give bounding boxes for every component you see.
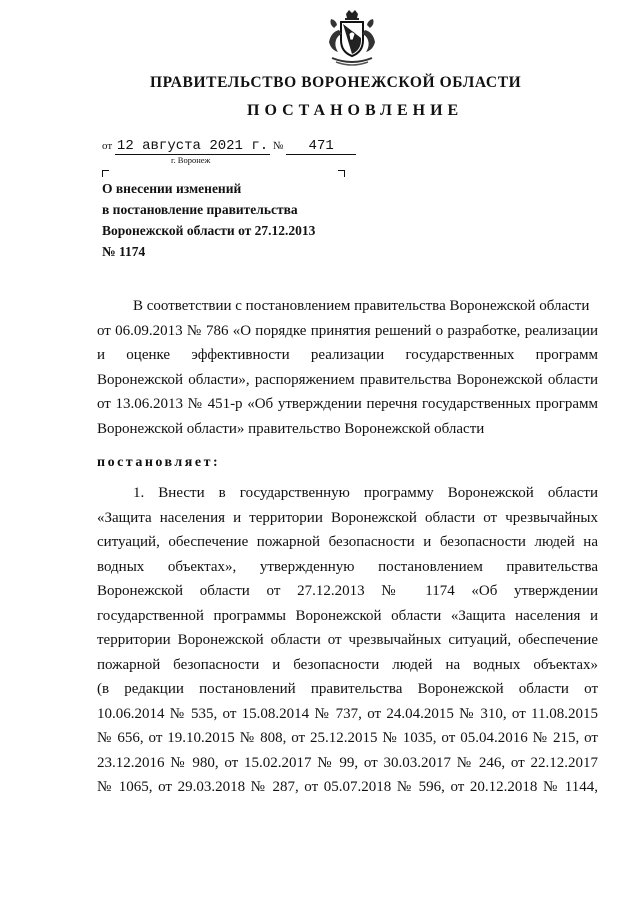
item-line: государственной программы Воронежской области «Защита населения и <box>97 607 598 624</box>
preamble-line: В соответствии с постановлением правительства Воронежской области <box>133 298 590 314</box>
number-label: № <box>272 140 284 152</box>
preamble-line: Воронежской области» правительство Воронежской области <box>97 420 485 437</box>
date-number-line <box>102 138 356 155</box>
item-line: пожарной безопасности и безопасности людей на водных объектах» <box>97 656 598 673</box>
subject-line: в постановление правительства <box>102 202 298 217</box>
resolves-word: постановляет: <box>97 455 221 470</box>
item-1-paragraph <box>97 481 598 800</box>
subject-line: № 1174 <box>102 244 146 259</box>
preamble-line: Воронежской области», распоряжением правительства Воронежской области <box>97 371 598 388</box>
item-line: Воронежской области от 27.12.2013 № 1174 «Об утверждении <box>97 583 598 599</box>
document-type: ПОСТАНОВЛЕНИЕ <box>247 102 464 119</box>
item-line: (в редакции постановлений правительства Воронежской области от <box>97 681 598 697</box>
city-label: г. Воронеж <box>171 155 211 165</box>
item-line: ситуаций, обеспечение пожарной безопасности и безопасности людей на <box>97 534 598 550</box>
subject-bracket-left <box>102 170 109 177</box>
document-number: 471 <box>286 138 356 155</box>
subject-line: О внесении изменений <box>102 181 242 196</box>
preamble-paragraph <box>97 294 598 441</box>
item-line: 23.12.2016 № 980, от 15.02.2017 № 99, от 30.03.2017 № 246, от 22.12.2017 <box>97 754 598 771</box>
item-line: «Защита населения и территории Воронежской области от чрезвычайных <box>97 509 598 526</box>
preamble-line: от 06.09.2013 № 786 «О порядке принятия решений о разработке, реализации <box>97 322 598 339</box>
coat-of-arms-emblem <box>324 8 380 70</box>
item-line: № 1065, от 29.03.2018 № 287, от 05.07.2018 № 596, от 20.12.2018 № 1144, <box>97 779 598 795</box>
item-line: водных объектах», утвержденную постановлением правительства <box>97 558 598 575</box>
document-subject <box>102 178 315 262</box>
document-date: 12 августа 2021 г. <box>116 138 269 154</box>
government-name: ПРАВИТЕЛЬСТВО ВОРОНЕЖСКОЙ ОБЛАСТИ <box>150 74 522 91</box>
preamble-line: и оценке эффективности реализации государственных программ <box>97 347 598 363</box>
from-label: от <box>102 140 113 152</box>
item-line: территории Воронежской области от чрезвычайных ситуаций, обеспечение <box>97 632 598 648</box>
subject-bracket-right <box>338 170 345 177</box>
item-line: 10.06.2014 № 535, от 15.08.2014 № 737, от 24.04.2015 № 310, от 11.08.2015 <box>97 705 598 722</box>
subject-line: Воронежской области от 27.12.2013 <box>102 223 316 238</box>
item-line: № 656, от 19.10.2015 № 808, от 25.12.2015 № 1035, от 05.04.2016 № 215, от <box>97 730 598 746</box>
preamble-line: от 13.06.2013 № 451-р «Об утверждении перечня государственных программ <box>97 396 598 412</box>
item-line: 1. Внести в государственную программу Воронежской области <box>133 485 598 501</box>
